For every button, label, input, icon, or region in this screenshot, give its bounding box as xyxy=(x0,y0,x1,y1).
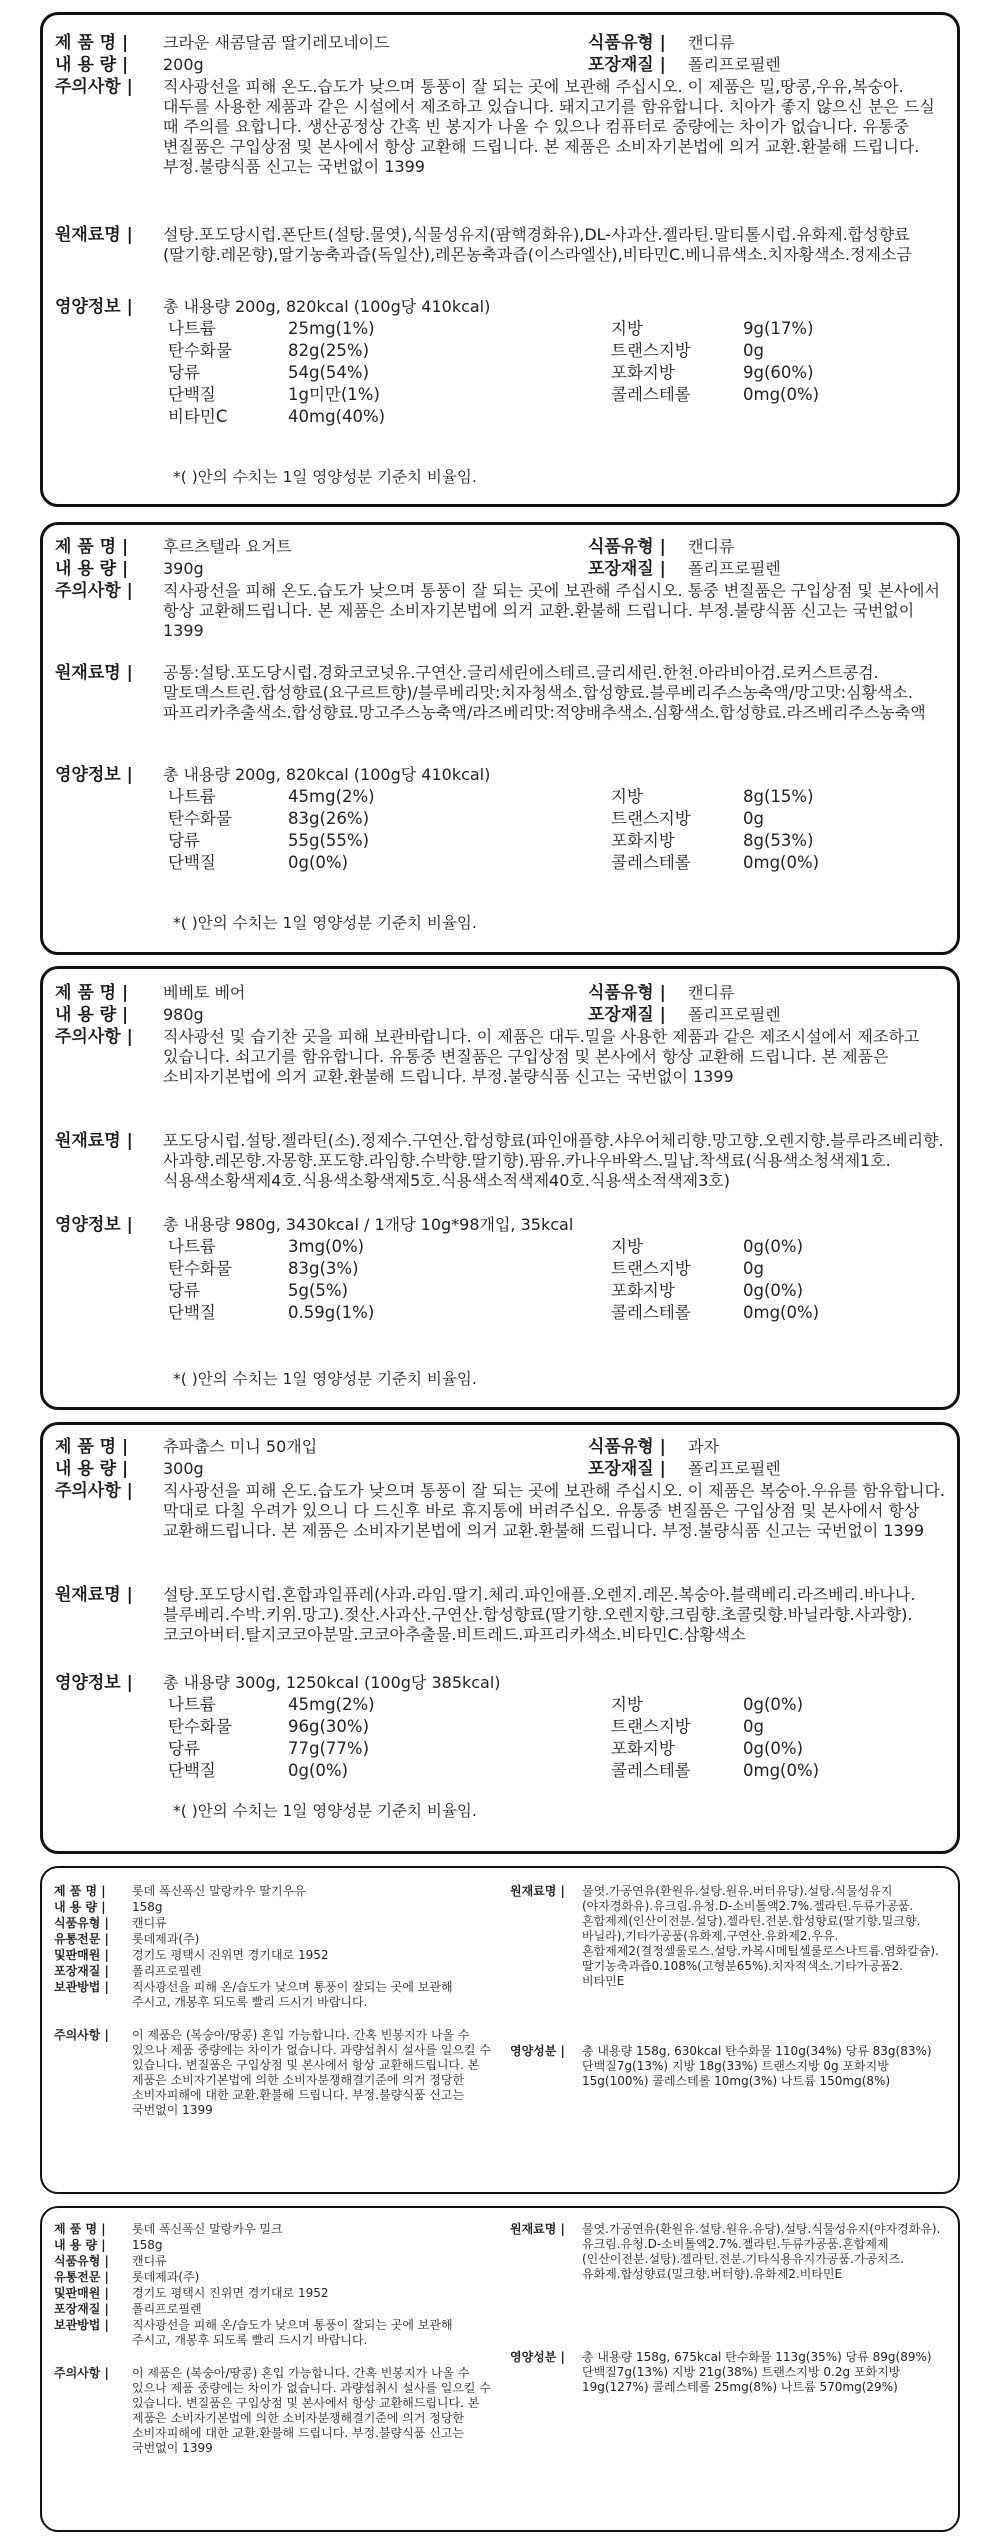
nutrient-name: 포화지방 xyxy=(611,1739,675,1758)
seller: 경기도 평택시 진위면 경기대로 1952 xyxy=(132,2286,329,2300)
nutrition-text: 총 내용량 158g, 630kcal 탄수화물 110g(34%) 당류 83g(83%) 단백질7g(13%) 지방 18g(33%) 트랜스지방 0g 포화지방 15g(100%) 콜레스테롤 10mg(3%) 나트륨 150mg(8%) xyxy=(582,2044,932,2088)
caution-label: 주의사항 | xyxy=(55,1027,133,1047)
food-type-label: 식품유형 | xyxy=(588,33,666,53)
food-type: 캔디류 xyxy=(132,2254,167,2268)
nutrient-name: 지방 xyxy=(611,319,643,338)
food-type-label: 식품유형 | xyxy=(588,537,666,557)
nutrition-label: 영양정보 | xyxy=(55,1215,133,1235)
nutrient-value: 0mg(0%) xyxy=(743,1761,820,1780)
nutrient-name: 나트륨 xyxy=(168,787,216,806)
content-amount: 158g xyxy=(132,1900,163,1914)
ingredients-label: 원재료명 | xyxy=(55,225,133,245)
nutrient-value: 0mg(0%) xyxy=(743,385,820,404)
caution-text: 이 제품은 (복숭아/땅콩) 혼입 가능합니다. 간혹 빈봉지가 나올 수 있으나 제품 중량에는 차이가 없습니다. 과량섭취시 설사를 일으킬 수 있습니다. 변질품은 구입상점 및 본사에서 항상 교환해드립니다. 본 제품은 소비자기본법에 의한 소비자분쟁해결기준에 의거 정당한 소비자피해에 대한 교환.환불해 드립니다. 부정.불량식품 신고는 국번없이 1399 xyxy=(132,2028,491,2117)
seller: 경기도 평택시 진위면 경기대로 1952 xyxy=(132,1948,329,1962)
ingredients-text: 설탕.포도당시럽.폰단트(설탕.물엿),식물성유지(팜핵경화유),DL-사과산.젤라틴.말티톨시럽.유화제.합성향료(딸기향.레몬향),딸기농축과즙(독일산),레몬농축과즙(이스라엘산),비타민C.베니류색소.치자황색소.정제소금 xyxy=(163,225,912,264)
nutrition-total: 총 내용량 980g, 3430kcal / 1개당 10g*98개입, 35kcal xyxy=(163,1215,574,1234)
nutrient-value: 0g(0%) xyxy=(288,1761,349,1780)
product-card xyxy=(40,966,960,1410)
content-label: 내 용 량 | xyxy=(54,1900,106,1914)
product-name: 크라운 새콤달콤 딸기레모네이드 xyxy=(163,33,390,52)
nutrient-value: 8g(15%) xyxy=(743,787,814,806)
ingredients-label: 원재료명 | xyxy=(55,663,133,683)
content-amount: 300g xyxy=(163,1459,204,1478)
packaging-label: 포장재질 | xyxy=(588,1459,666,1479)
product-card-small xyxy=(40,2206,960,2532)
product-card xyxy=(40,12,960,507)
name-label: 제 품 명 | xyxy=(55,983,129,1003)
nutrient-value: 0.59g(1%) xyxy=(288,1303,375,1322)
nutrition-label: 영양성분 | xyxy=(510,2044,565,2058)
nutrient-name: 콜레스테롤 xyxy=(611,853,691,872)
storage-label: 보관방법 | xyxy=(54,1980,109,1994)
nutrient-value: 0g(0%) xyxy=(743,1281,804,1300)
nutrient-name: 트랜스지방 xyxy=(611,341,691,360)
name-label: 제 품 명 | xyxy=(54,2222,106,2236)
ingredients-label: 원재료명 | xyxy=(55,1131,133,1151)
nutrient-name: 당류 xyxy=(168,1739,200,1758)
nutrient-value: 3mg(0%) xyxy=(288,1237,365,1256)
origin-label: 유통전문 | xyxy=(54,1932,109,1946)
name-label: 제 품 명 | xyxy=(55,33,129,53)
nutrition-label: 영양정보 | xyxy=(55,765,133,785)
packaging-label: 포장재질 | xyxy=(588,559,666,579)
food-type: 캔디류 xyxy=(688,537,735,556)
product-name: 베베토 베어 xyxy=(163,983,246,1002)
nutrient-value: 55g(55%) xyxy=(288,831,370,850)
caution-label: 주의사항 | xyxy=(55,77,133,97)
food-type: 캔디류 xyxy=(688,33,735,52)
product-name: 롯데 폭신폭신 말랑카우 밀크 xyxy=(132,2222,283,2236)
origin-label: 유통전문 | xyxy=(54,2270,109,2284)
name-label: 제 품 명 | xyxy=(55,537,129,557)
nutrient-value: 9g(17%) xyxy=(743,319,814,338)
caution-label: 주의사항 | xyxy=(55,1481,133,1501)
origin: 롯데제과(주) xyxy=(132,1932,200,1946)
packaging: 폴리프로필렌 xyxy=(132,2302,202,2316)
food-type-label: 식품유형 | xyxy=(588,1437,666,1457)
ingredients-label: 원재료명 | xyxy=(55,1585,133,1605)
food-type-label: 식품유형 | xyxy=(588,983,666,1003)
nutrition-text: 총 내용량 158g, 675kcal 탄수화물 113g(35%) 당류 89g(89%) 단백질7g(13%) 지방 21g(38%) 트랜스지방 0.2g 포화지방 19g(127%) 콜레스테롤 25mg(8%) 나트륨 570mg(29%) xyxy=(582,2350,932,2394)
nutrient-name: 지방 xyxy=(611,1237,643,1256)
seller-label: 및판매원 | xyxy=(54,2286,109,2300)
nutrient-name: 콜레스테롤 xyxy=(611,1761,691,1780)
nutrient-value: 0mg(0%) xyxy=(743,853,820,872)
caution-label: 주의사항 | xyxy=(55,581,133,601)
content-label: 내 용 량 | xyxy=(55,55,129,75)
daily-value-note: *( )안의 수치는 1일 영양성분 기준치 비율임. xyxy=(173,914,477,932)
caution-text: 직사광선을 피해 온도.습도가 낮으며 통풍이 잘 되는 곳에 보관해 주십시오. 이 제품은 복숭아.우유를 함유합니다. 막대로 다칠 우려가 있으니 다 드신후 바로 휴지통에 버려주십오. 유통중 변질품은 구입상점 및 본사에서 항상 교환해드립니다. 본 제품은 소비자기본법에 의거 교환.환불해 드립니다. 부정.불량식품 신고는 국번없이 1399 xyxy=(163,1481,945,1540)
daily-value-note: *( )안의 수치는 1일 영양성분 기준치 비율임. xyxy=(173,1802,477,1820)
nutrient-name: 당류 xyxy=(168,831,200,850)
caution-text: 직사광선 및 습기찬 곳을 피해 보관바랍니다. 이 제품은 대두.밀을 사용한 제품과 같은 제조시설에서 제조하고 있습니다. 쇠고기를 함유합니다. 유통중 변질품은 구입상점 및 본사에서 항상 교환해 드립니다. 본 제품은 소비자기본법에 의거 교환.환불해 드립니다. 부정.불량식품 신고는 국번없이 1399 xyxy=(163,1027,920,1086)
storage-text: 직사광선을 피해 온/습도가 낮으며 통풍이 잘되는 곳에 보관해 주시고, 개봉후 되도록 빨리 드시기 바랍니다. xyxy=(132,1980,453,2009)
nutrient-value: 83g(26%) xyxy=(288,809,370,828)
nutrient-value: 5g(5%) xyxy=(288,1281,349,1300)
nutrient-value: 54g(54%) xyxy=(288,363,370,382)
nutrient-name: 트랜스지방 xyxy=(611,1259,691,1278)
nutrient-name: 지방 xyxy=(611,787,643,806)
nutrient-value: 0mg(0%) xyxy=(743,1303,820,1322)
packaging-label: 포장재질 | xyxy=(588,1005,666,1025)
ingredients-label: 원재료명 | xyxy=(510,1884,565,1898)
ingredients-text: 포도당시럽.설탕.젤라틴(소).정제수.구연산.합성향료(파인애플향.샤우어체리향.망고향.오렌지향.블루라즈베리향.사과향.레몬향.자몽향.포도향.라임향.수박향.딸기향).팜유.카나우바왁스.밀납.착색료(식용색소청색제1호.식용색소황색제4호.식용색소황색제5호.식용색소적색제40호.식용색소적색제3호) xyxy=(163,1131,944,1190)
food-type-label: 식품유형 | xyxy=(54,2254,109,2268)
nutrient-name: 탄수화물 xyxy=(168,1717,232,1736)
ingredients-text: 공통:설탕.포도당시럽.경화코코넛유.구연산.글리세린에스테르.글리세린.한천.아라비아검.로커스트콩검.말토덱스트린.합성향료(요구르트향)/블루베리맛:치자청색소.합성향료.블루베리주스농축액/망고맛:심황색소.파프리카추출색소.합성향료.망고주스농축액/라즈베리맛:적양배추색소.심황색소.합성향료.라즈베리주스농축액 xyxy=(163,663,926,722)
packaging-label: 포장재질 | xyxy=(54,2302,109,2316)
origin: 롯데제과(주) xyxy=(132,2270,200,2284)
nutrient-value: 77g(77%) xyxy=(288,1739,370,1758)
nutrient-value: 0g xyxy=(743,1259,764,1278)
nutrient-name: 포화지방 xyxy=(611,363,675,382)
caution-text: 직사광선을 피해 온도.습도가 낮으며 통풍이 잘 되는 곳에 보관해 주십시오. 통중 변질품은 구입상점 및 본사에서 항상 교환해드립니다. 본 제품은 소비자기본법에 의거 교환.환불해 드립니다. 부정.불량식품 신고는 국번없이 1399 xyxy=(163,581,940,640)
nutrient-name: 포화지방 xyxy=(611,831,675,850)
seller-label: 및판매원 | xyxy=(54,1948,109,1962)
nutrition-total: 총 내용량 300g, 1250kcal (100g당 385kcal) xyxy=(163,1673,501,1692)
nutrient-value: 40mg(40%) xyxy=(288,407,386,426)
nutrient-name: 단백질 xyxy=(168,1761,216,1780)
nutrient-name: 지방 xyxy=(611,1695,643,1714)
product-card xyxy=(40,1422,960,1854)
packaging: 폴리프로필렌 xyxy=(688,1005,781,1024)
food-type-label: 식품유형 | xyxy=(54,1916,109,1930)
nutrient-name: 나트륨 xyxy=(168,1237,216,1256)
packaging-label: 포장재질 | xyxy=(588,55,666,75)
nutrient-name: 탄수화물 xyxy=(168,809,232,828)
caution-label: 주의사항 | xyxy=(54,2028,109,2042)
nutrition-total: 총 내용량 200g, 820kcal (100g당 410kcal) xyxy=(163,765,491,784)
caution-text: 이 제품은 (복숭아/땅콩) 혼입 가능합니다. 간혹 빈봉지가 나올 수 있으나 제품 중량에는 차이가 없습니다. 과량섭취시 설사를 일으킬 수 있습니다. 변질품은 구입상점 및 본사에서 항상 교환해드립니다. 본 제품은 소비자기본법에 의한 소비자분쟁해결기준에 의거 정당한 소비자피해에 대한 교환.환불해 드립니다. 부정.불량식품 신고는 국번없이 1399 xyxy=(132,2366,491,2455)
nutrient-name: 트랜스지방 xyxy=(611,809,691,828)
nutrient-value: 25mg(1%) xyxy=(288,319,375,338)
nutrient-value: 0g xyxy=(743,341,764,360)
content-amount: 200g xyxy=(163,55,204,74)
nutrient-value: 83g(3%) xyxy=(288,1259,359,1278)
product-card xyxy=(40,522,960,955)
packaging: 폴리프로필렌 xyxy=(688,559,781,578)
product-card-small xyxy=(40,1866,960,2194)
nutrient-value: 82g(25%) xyxy=(288,341,370,360)
nutrient-name: 포화지방 xyxy=(611,1281,675,1300)
product-name: 후르츠텔라 요거트 xyxy=(163,537,292,556)
nutrient-name: 단백질 xyxy=(168,853,216,872)
daily-value-note: *( )안의 수치는 1일 영양성분 기준치 비율임. xyxy=(173,1370,477,1388)
content-label: 내 용 량 | xyxy=(55,559,129,579)
nutrient-name: 콜레스테롤 xyxy=(611,1303,691,1322)
content-label: 내 용 량 | xyxy=(55,1459,129,1479)
ingredients-text: 설탕.포도당시럽.혼합과일퓨레(사과.라임.딸기.체리.파인애플.오렌지.레몬.복숭아.블랙베리.라즈베리.바나나.블루베리.수박.키위.망고).젖산.사과산.구연산.합성향료(딸기향.오렌지향.크림향.초콜릿향.바닐라향.사과향).코코아버터.탈지코코아분말.코코아추출물.비트레드.파프리카색소.비타민C.삼황색소 xyxy=(163,1585,916,1644)
nutrient-value: 0g(0%) xyxy=(743,1739,804,1758)
ingredients-label: 원재료명 | xyxy=(510,2222,565,2236)
nutrient-value: 0g xyxy=(743,1717,764,1736)
nutrient-name: 트랜스지방 xyxy=(611,1717,691,1736)
nutrient-value: 96g(30%) xyxy=(288,1717,370,1736)
packaging-label: 포장재질 | xyxy=(54,1964,109,1978)
nutrient-value: 0g(0%) xyxy=(743,1695,804,1714)
nutrient-name: 탄수화물 xyxy=(168,341,232,360)
nutrient-value: 0g(0%) xyxy=(288,853,349,872)
nutrition-label: 영양성분 | xyxy=(510,2350,565,2364)
caution-text: 직사광선을 피해 온도.습도가 낮으며 통풍이 잘 되는 곳에 보관해 주십시오. 이 제품은 밀,땅콩,우유,복숭아.대두를 사용한 제품과 같은 시설에서 제조하고 있습니다. 돼지고기를 함유합니다. 치아가 좋지 않으신 분은 드실 때 주의를 요합니다. 생산공정상 간혹 빈 봉지가 나올 수 있으나 컴퓨터로 중량에는 차이가 없습니다. 유통중 변질품은 구입상점 및 본사에서 항상 교환해 드립니다. 본 제품은 소비자기본법에 의거 교환.환불해 드립니다. 부정.불량식품 신고는 국번없이 1399 xyxy=(163,77,935,176)
nutrient-name: 비타민C xyxy=(168,407,228,426)
nutrient-name: 콜레스테롤 xyxy=(611,385,691,404)
ingredients-text: 물엿.가공연유(환원유.설탕.원유.유당).설탕.식물성유지(야자경화유).유크림.유청.D-소비톨액2.7%.젤라틴.두류가공품.혼합제제(인산이전분.설탕).젤라틴.전분.기타식용유지가공품.가공치즈.유화제.합성향료(밀크향.버터향).유화제2.비타민E xyxy=(582,2222,941,2281)
product-name: 롯데 폭신폭신 말랑카우 딸기우유 xyxy=(132,1884,306,1898)
nutrient-value: 45mg(2%) xyxy=(288,787,375,806)
nutrient-name: 당류 xyxy=(168,1281,200,1300)
nutrient-name: 나트륨 xyxy=(168,1695,216,1714)
packaging: 폴리프로필렌 xyxy=(688,55,781,74)
food-type: 캔디류 xyxy=(132,1916,167,1930)
ingredients-text: 물엿.가공연유(환원유.설탕.원유.버터유당).설탕.식물성유지(야자경화유).유크림.유청.D-소비톨액2.7%.젤라틴.두류가공품.혼합제제(인산이전분.설당).젤라틴.전분.합성향료(딸기향.밀크향.바닐라),기타가공품(유화제.구연산.유화제2.우유.혼합제제2(결정셀룰로스.설탕.카복시메틸셀룰로스나트륨.염화칼슘).딸기농축과즙0.108%(고형분65%).치자적색소.기타가공품2.비타민E xyxy=(582,1884,939,1988)
nutrient-value: 8g(53%) xyxy=(743,831,814,850)
content-amount: 980g xyxy=(163,1005,204,1024)
food-type: 캔디류 xyxy=(688,983,735,1002)
nutrient-value: 1g미만(1%) xyxy=(288,385,380,404)
nutrient-value: 0g xyxy=(743,809,764,828)
nutrient-name: 나트륨 xyxy=(168,319,216,338)
caution-label: 주의사항 | xyxy=(54,2366,109,2380)
nutrient-name: 탄수화물 xyxy=(168,1259,232,1278)
nutrient-name: 단백질 xyxy=(168,385,216,404)
nutrient-name: 당류 xyxy=(168,363,200,382)
storage-label: 보관방법 | xyxy=(54,2318,109,2332)
nutrition-label: 영양정보 | xyxy=(55,1673,133,1693)
nutrient-value: 45mg(2%) xyxy=(288,1695,375,1714)
content-amount: 390g xyxy=(163,559,204,578)
content-label: 내 용 량 | xyxy=(54,2238,106,2252)
name-label: 제 품 명 | xyxy=(55,1437,129,1457)
content-label: 내 용 량 | xyxy=(55,1005,129,1025)
nutrient-value: 9g(60%) xyxy=(743,363,814,382)
daily-value-note: *( )안의 수치는 1일 영양성분 기준치 비율임. xyxy=(173,468,477,486)
nutrition-total: 총 내용량 200g, 820kcal (100g당 410kcal) xyxy=(163,297,491,316)
content-amount: 158g xyxy=(132,2238,163,2252)
product-name: 츄파춥스 미니 50개입 xyxy=(163,1437,318,1456)
name-label: 제 품 명 | xyxy=(54,1884,106,1898)
packaging: 폴리프로필렌 xyxy=(688,1459,781,1478)
nutrient-value: 0g(0%) xyxy=(743,1237,804,1256)
packaging: 폴리프로필렌 xyxy=(132,1964,202,1978)
storage-text: 직사광선을 피해 온/습도가 낮으며 통풍이 잘되는 곳에 보관해 주시고, 개봉후 되도록 빨리 드시기 바랍니다. xyxy=(132,2318,453,2347)
nutrient-name: 단백질 xyxy=(168,1303,216,1322)
nutrition-label: 영양정보 | xyxy=(55,297,133,317)
food-type: 과자 xyxy=(688,1437,719,1456)
